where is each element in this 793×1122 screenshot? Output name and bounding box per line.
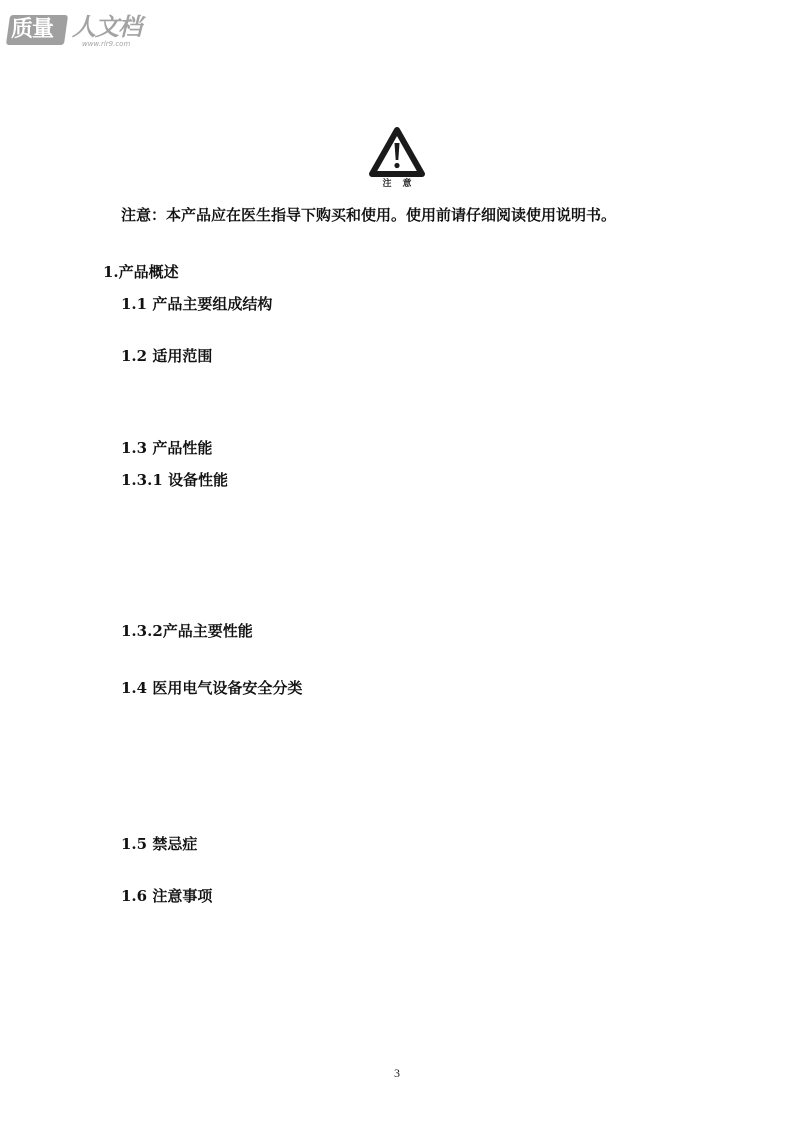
warning-symbol <box>368 126 426 192</box>
section-heading-1-4: 1.4 医用电气设备安全分类 <box>121 679 303 697</box>
section-heading-1: 1.产品概述 <box>103 263 179 281</box>
logo-title: 人文档 <box>72 13 141 41</box>
logo-badge <box>6 15 68 45</box>
section-heading-1-5: 1.5 禁忌症 <box>121 835 198 853</box>
logo-badge-text: 质量 <box>11 17 54 42</box>
section-heading-1-3: 1.3 产品性能 <box>121 439 213 457</box>
logo-url: www.rlr9.com <box>82 40 131 48</box>
section-heading-1-1: 1.1 产品主要组成结构 <box>121 295 273 313</box>
site-logo[interactable] <box>8 12 153 50</box>
warning-label: 注意 <box>382 179 423 189</box>
section-heading-1-3-1: 1.3.1 设备性能 <box>121 471 228 489</box>
section-heading-1-6: 1.6 注意事项 <box>121 887 213 905</box>
page-number: 3 <box>394 1066 400 1080</box>
caution-notice: 注意：本产品应在医生指导下购买和使用。使用前请仔细阅读使用说明书。 <box>121 206 617 224</box>
section-heading-1-3-2: 1.3.2产品主要性能 <box>121 622 253 640</box>
warning-triangle-icon <box>368 126 426 178</box>
section-heading-1-2: 1.2 适用范围 <box>121 347 213 365</box>
